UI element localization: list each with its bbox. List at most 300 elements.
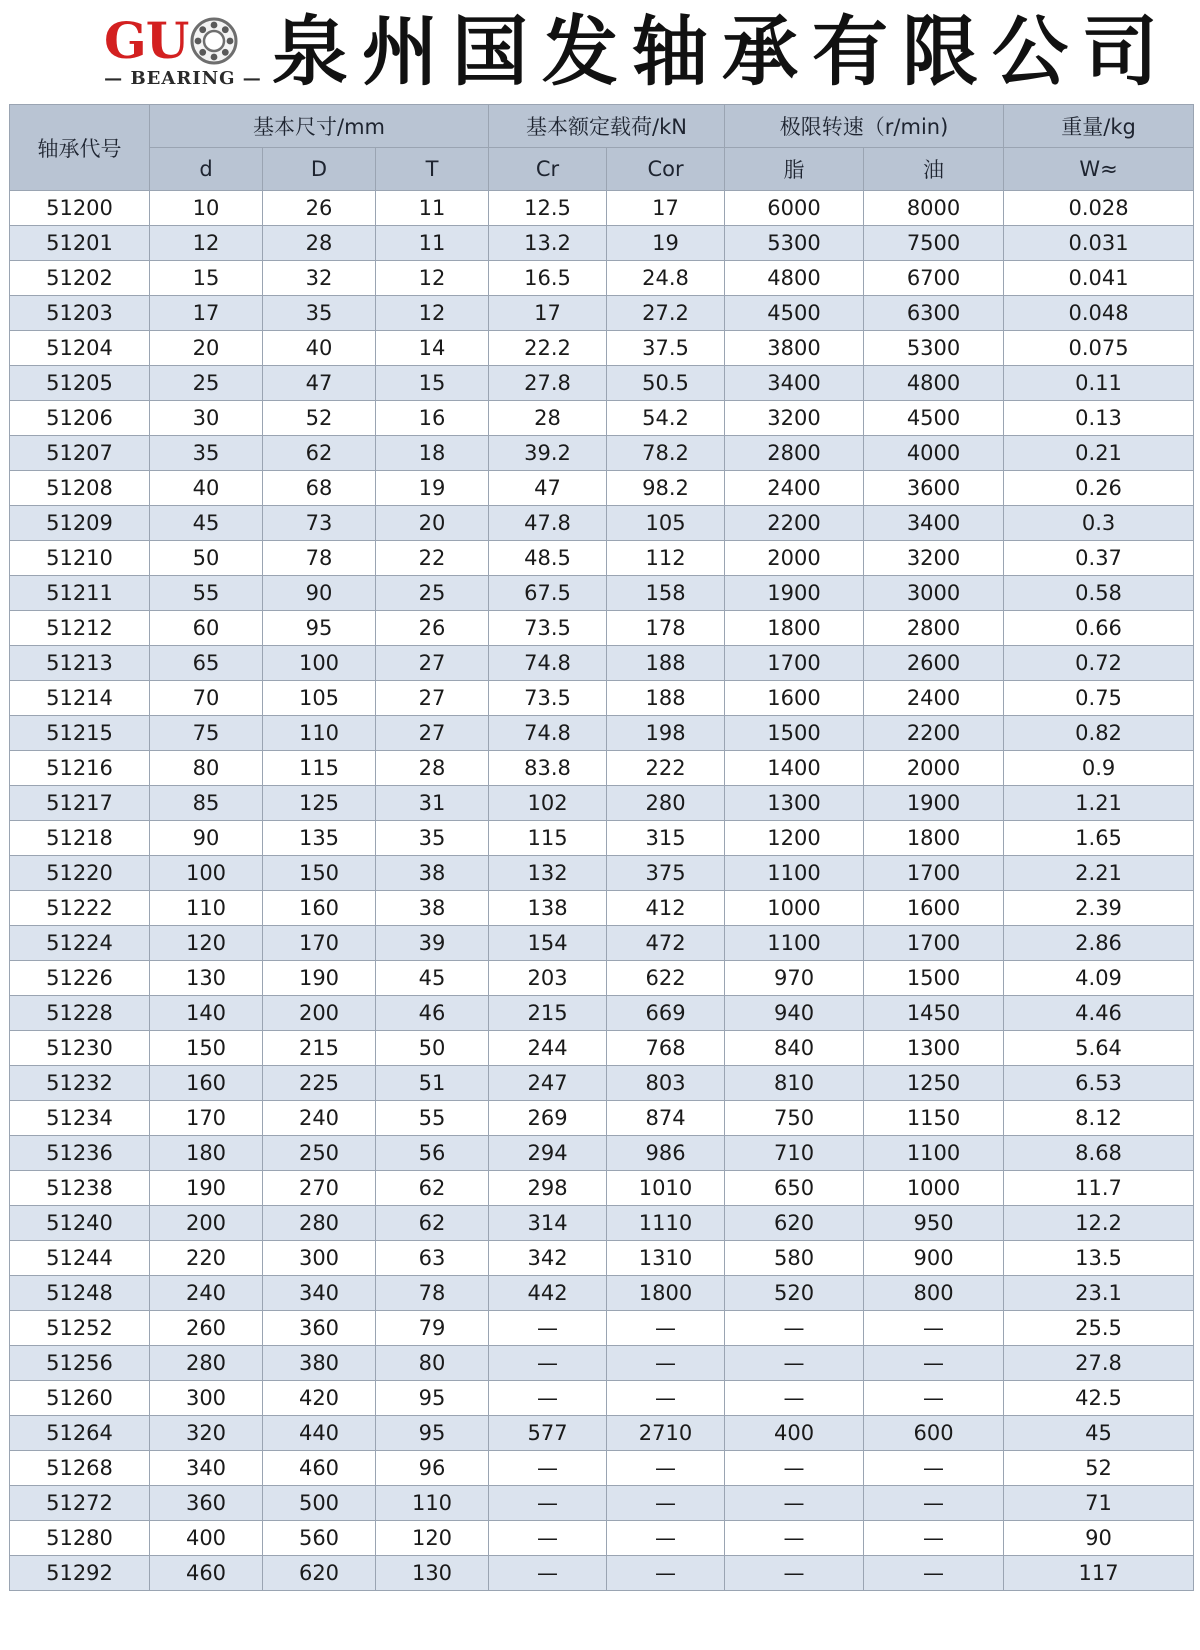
- table-row: [10, 1206, 1194, 1241]
- T-cell: 110: [376, 1486, 489, 1521]
- oil-speed-cell: 1100: [864, 1136, 1004, 1171]
- oil-speed-cell: 4800: [864, 366, 1004, 401]
- d-cell: 12: [150, 226, 263, 261]
- bearing-code-cell: 51226: [10, 961, 150, 996]
- grease-speed-cell: 840: [725, 1031, 864, 1066]
- grease-speed-cell: 3400: [725, 366, 864, 401]
- grease-speed-cell: —: [725, 1486, 864, 1521]
- table-row: [10, 1381, 1194, 1416]
- weight-cell: 0.82: [1004, 716, 1194, 751]
- weight-cell: 0.9: [1004, 751, 1194, 786]
- D-cell: 78: [263, 541, 376, 576]
- d-cell: 25: [150, 366, 263, 401]
- table-row: [10, 1521, 1194, 1556]
- bearing-spec-table: [9, 104, 1194, 1591]
- cor-cell: 1310: [607, 1241, 725, 1276]
- oil-speed-cell: —: [864, 1556, 1004, 1591]
- cor-cell: 54.2: [607, 401, 725, 436]
- bearing-icon: [190, 17, 238, 65]
- cor-cell: 188: [607, 681, 725, 716]
- d-cell: 140: [150, 996, 263, 1031]
- d-cell: 30: [150, 401, 263, 436]
- T-cell: 38: [376, 891, 489, 926]
- table-row: [10, 471, 1194, 506]
- T-cell: 20: [376, 506, 489, 541]
- oil-speed-cell: 1800: [864, 821, 1004, 856]
- weight-cell: 90: [1004, 1521, 1194, 1556]
- bearing-code-cell: 51207: [10, 436, 150, 471]
- d-cell: 15: [150, 261, 263, 296]
- bearing-code-cell: 51220: [10, 856, 150, 891]
- weight-cell: 1.65: [1004, 821, 1194, 856]
- cr-cell: 342: [489, 1241, 607, 1276]
- cr-cell: 13.2: [489, 226, 607, 261]
- weight-cell: 13.5: [1004, 1241, 1194, 1276]
- weight-cell: 11.7: [1004, 1171, 1194, 1206]
- D-cell: 28: [263, 226, 376, 261]
- subheader-cr: Cr: [489, 148, 607, 191]
- D-cell: 250: [263, 1136, 376, 1171]
- bearing-code-cell: 51211: [10, 576, 150, 611]
- T-cell: 55: [376, 1101, 489, 1136]
- cor-cell: 24.8: [607, 261, 725, 296]
- cor-cell: 1110: [607, 1206, 725, 1241]
- D-cell: 135: [263, 821, 376, 856]
- oil-speed-cell: 1450: [864, 996, 1004, 1031]
- T-cell: 28: [376, 751, 489, 786]
- cor-cell: 874: [607, 1101, 725, 1136]
- oil-speed-cell: 3000: [864, 576, 1004, 611]
- grease-speed-cell: 810: [725, 1066, 864, 1101]
- grease-speed-cell: 2800: [725, 436, 864, 471]
- grease-speed-cell: —: [725, 1381, 864, 1416]
- grease-speed-cell: 1200: [725, 821, 864, 856]
- T-cell: 25: [376, 576, 489, 611]
- D-cell: 240: [263, 1101, 376, 1136]
- oil-speed-cell: 1600: [864, 891, 1004, 926]
- cr-cell: 47: [489, 471, 607, 506]
- cor-cell: 375: [607, 856, 725, 891]
- weight-cell: 0.031: [1004, 226, 1194, 261]
- cr-cell: —: [489, 1381, 607, 1416]
- table-row: [10, 996, 1194, 1031]
- cor-cell: 1010: [607, 1171, 725, 1206]
- bearing-code-cell: 51208: [10, 471, 150, 506]
- T-cell: 46: [376, 996, 489, 1031]
- bearing-code-cell: 51268: [10, 1451, 150, 1486]
- grease-speed-cell: 1100: [725, 856, 864, 891]
- cr-cell: 314: [489, 1206, 607, 1241]
- table-row: [10, 541, 1194, 576]
- d-cell: 240: [150, 1276, 263, 1311]
- weight-cell: 2.86: [1004, 926, 1194, 961]
- weight-cell: 0.048: [1004, 296, 1194, 331]
- weight-cell: 12.2: [1004, 1206, 1194, 1241]
- bearing-code-cell: 51238: [10, 1171, 150, 1206]
- table-row: [10, 646, 1194, 681]
- cor-cell: —: [607, 1486, 725, 1521]
- header-bearing-code: 轴承代号: [10, 105, 150, 191]
- grease-speed-cell: 1700: [725, 646, 864, 681]
- D-cell: 125: [263, 786, 376, 821]
- D-cell: 560: [263, 1521, 376, 1556]
- d-cell: 75: [150, 716, 263, 751]
- d-cell: 320: [150, 1416, 263, 1451]
- bearing-code-cell: 51215: [10, 716, 150, 751]
- table-row: [10, 961, 1194, 996]
- grease-speed-cell: 1100: [725, 926, 864, 961]
- d-cell: 130: [150, 961, 263, 996]
- D-cell: 160: [263, 891, 376, 926]
- D-cell: 225: [263, 1066, 376, 1101]
- grease-speed-cell: 750: [725, 1101, 864, 1136]
- cr-cell: 154: [489, 926, 607, 961]
- grease-speed-cell: 970: [725, 961, 864, 996]
- bearing-code-cell: 51280: [10, 1521, 150, 1556]
- cor-cell: 37.5: [607, 331, 725, 366]
- bearing-code-cell: 51218: [10, 821, 150, 856]
- weight-cell: 27.8: [1004, 1346, 1194, 1381]
- cr-cell: 16.5: [489, 261, 607, 296]
- cr-cell: 74.8: [489, 716, 607, 751]
- grease-speed-cell: 3800: [725, 331, 864, 366]
- T-cell: 62: [376, 1171, 489, 1206]
- cr-cell: —: [489, 1346, 607, 1381]
- oil-speed-cell: 2000: [864, 751, 1004, 786]
- T-cell: 18: [376, 436, 489, 471]
- cor-cell: 105: [607, 506, 725, 541]
- T-cell: 27: [376, 646, 489, 681]
- T-cell: 26: [376, 611, 489, 646]
- oil-speed-cell: 4500: [864, 401, 1004, 436]
- d-cell: 400: [150, 1521, 263, 1556]
- D-cell: 47: [263, 366, 376, 401]
- T-cell: 31: [376, 786, 489, 821]
- table-row: [10, 891, 1194, 926]
- bearing-code-cell: 51200: [10, 191, 150, 226]
- grease-speed-cell: 3200: [725, 401, 864, 436]
- cor-cell: 188: [607, 646, 725, 681]
- cr-cell: 203: [489, 961, 607, 996]
- T-cell: 130: [376, 1556, 489, 1591]
- T-cell: 45: [376, 961, 489, 996]
- cr-cell: 12.5: [489, 191, 607, 226]
- table-row: [10, 1346, 1194, 1381]
- T-cell: 11: [376, 226, 489, 261]
- oil-speed-cell: 6700: [864, 261, 1004, 296]
- cr-cell: 22.2: [489, 331, 607, 366]
- bearing-code-cell: 51206: [10, 401, 150, 436]
- weight-cell: 0.11: [1004, 366, 1194, 401]
- cor-cell: —: [607, 1311, 725, 1346]
- cr-cell: 17: [489, 296, 607, 331]
- cor-cell: 622: [607, 961, 725, 996]
- bearing-code-cell: 51256: [10, 1346, 150, 1381]
- weight-cell: 23.1: [1004, 1276, 1194, 1311]
- logo-letters: GU: [104, 11, 189, 70]
- oil-speed-cell: 900: [864, 1241, 1004, 1276]
- table-row: [10, 926, 1194, 961]
- grease-speed-cell: 580: [725, 1241, 864, 1276]
- table-row: [10, 1031, 1194, 1066]
- d-cell: 300: [150, 1381, 263, 1416]
- cor-cell: 178: [607, 611, 725, 646]
- D-cell: 440: [263, 1416, 376, 1451]
- oil-speed-cell: 3600: [864, 471, 1004, 506]
- d-cell: 460: [150, 1556, 263, 1591]
- weight-cell: 0.26: [1004, 471, 1194, 506]
- table-row: [10, 226, 1194, 261]
- table-row: [10, 1486, 1194, 1521]
- subheader-T: T: [376, 148, 489, 191]
- D-cell: 190: [263, 961, 376, 996]
- bearing-code-cell: 51205: [10, 366, 150, 401]
- d-cell: 40: [150, 471, 263, 506]
- cor-cell: 412: [607, 891, 725, 926]
- D-cell: 115: [263, 751, 376, 786]
- weight-cell: 8.12: [1004, 1101, 1194, 1136]
- weight-cell: 2.39: [1004, 891, 1194, 926]
- oil-speed-cell: 2800: [864, 611, 1004, 646]
- oil-speed-cell: 1700: [864, 856, 1004, 891]
- d-cell: 220: [150, 1241, 263, 1276]
- weight-cell: 8.68: [1004, 1136, 1194, 1171]
- bearing-code-cell: 51234: [10, 1101, 150, 1136]
- grease-speed-cell: 520: [725, 1276, 864, 1311]
- D-cell: 420: [263, 1381, 376, 1416]
- T-cell: 16: [376, 401, 489, 436]
- table-row: [10, 1101, 1194, 1136]
- bearing-code-cell: 51203: [10, 296, 150, 331]
- D-cell: 280: [263, 1206, 376, 1241]
- weight-cell: 4.09: [1004, 961, 1194, 996]
- bearing-code-cell: 51216: [10, 751, 150, 786]
- cr-cell: —: [489, 1521, 607, 1556]
- weight-cell: 0.075: [1004, 331, 1194, 366]
- cor-cell: —: [607, 1346, 725, 1381]
- cor-cell: —: [607, 1556, 725, 1591]
- cr-cell: 39.2: [489, 436, 607, 471]
- bearing-code-cell: 51222: [10, 891, 150, 926]
- T-cell: 95: [376, 1381, 489, 1416]
- subheader-weight: W≈: [1004, 148, 1194, 191]
- subheader-grease: 脂: [725, 148, 864, 191]
- bearing-code-cell: 51228: [10, 996, 150, 1031]
- d-cell: 65: [150, 646, 263, 681]
- cr-cell: 244: [489, 1031, 607, 1066]
- cr-cell: 132: [489, 856, 607, 891]
- table-row: [10, 296, 1194, 331]
- d-cell: 150: [150, 1031, 263, 1066]
- D-cell: 26: [263, 191, 376, 226]
- grease-speed-cell: 400: [725, 1416, 864, 1451]
- table-row: [10, 751, 1194, 786]
- table-row: [10, 786, 1194, 821]
- cr-cell: 73.5: [489, 611, 607, 646]
- grease-speed-cell: 2000: [725, 541, 864, 576]
- d-cell: 17: [150, 296, 263, 331]
- D-cell: 90: [263, 576, 376, 611]
- cr-cell: 47.8: [489, 506, 607, 541]
- D-cell: 460: [263, 1451, 376, 1486]
- D-cell: 340: [263, 1276, 376, 1311]
- bearing-code-cell: 51292: [10, 1556, 150, 1591]
- bearing-code-cell: 51260: [10, 1381, 150, 1416]
- d-cell: 200: [150, 1206, 263, 1241]
- cor-cell: 158: [607, 576, 725, 611]
- bearing-code-cell: 51224: [10, 926, 150, 961]
- grease-speed-cell: 2400: [725, 471, 864, 506]
- oil-speed-cell: 2200: [864, 716, 1004, 751]
- oil-speed-cell: 1150: [864, 1101, 1004, 1136]
- cr-cell: 48.5: [489, 541, 607, 576]
- d-cell: 120: [150, 926, 263, 961]
- bearing-code-cell: 51204: [10, 331, 150, 366]
- weight-cell: 2.21: [1004, 856, 1194, 891]
- logo-mark: [104, 10, 238, 72]
- cr-cell: 73.5: [489, 681, 607, 716]
- D-cell: 52: [263, 401, 376, 436]
- d-cell: 80: [150, 751, 263, 786]
- T-cell: 62: [376, 1206, 489, 1241]
- cr-cell: 442: [489, 1276, 607, 1311]
- weight-cell: 0.21: [1004, 436, 1194, 471]
- table-row: [10, 611, 1194, 646]
- cr-cell: 215: [489, 996, 607, 1031]
- T-cell: 63: [376, 1241, 489, 1276]
- weight-cell: 5.64: [1004, 1031, 1194, 1066]
- grease-speed-cell: —: [725, 1311, 864, 1346]
- bearing-code-cell: 51213: [10, 646, 150, 681]
- weight-cell: 52: [1004, 1451, 1194, 1486]
- T-cell: 19: [376, 471, 489, 506]
- oil-speed-cell: 6300: [864, 296, 1004, 331]
- grease-speed-cell: 1000: [725, 891, 864, 926]
- grease-speed-cell: 6000: [725, 191, 864, 226]
- grease-speed-cell: —: [725, 1521, 864, 1556]
- bearing-code-cell: 51201: [10, 226, 150, 261]
- oil-speed-cell: 1700: [864, 926, 1004, 961]
- T-cell: 39: [376, 926, 489, 961]
- table-row: [10, 401, 1194, 436]
- d-cell: 55: [150, 576, 263, 611]
- cor-cell: 19: [607, 226, 725, 261]
- cor-cell: 768: [607, 1031, 725, 1066]
- D-cell: 270: [263, 1171, 376, 1206]
- table-body: [10, 191, 1194, 1591]
- cr-cell: 115: [489, 821, 607, 856]
- cr-cell: 577: [489, 1416, 607, 1451]
- cor-cell: 2710: [607, 1416, 725, 1451]
- weight-cell: 0.58: [1004, 576, 1194, 611]
- subheader-d: d: [150, 148, 263, 191]
- T-cell: 12: [376, 261, 489, 296]
- grease-speed-cell: 5300: [725, 226, 864, 261]
- oil-speed-cell: 600: [864, 1416, 1004, 1451]
- grease-speed-cell: 1300: [725, 786, 864, 821]
- D-cell: 62: [263, 436, 376, 471]
- header-dimensions: 基本尺寸/mm: [150, 105, 489, 148]
- table-row: [10, 1136, 1194, 1171]
- d-cell: 280: [150, 1346, 263, 1381]
- cr-cell: —: [489, 1451, 607, 1486]
- D-cell: 95: [263, 611, 376, 646]
- grease-speed-cell: 1800: [725, 611, 864, 646]
- bearing-code-cell: 51212: [10, 611, 150, 646]
- d-cell: 110: [150, 891, 263, 926]
- oil-speed-cell: —: [864, 1311, 1004, 1346]
- T-cell: 120: [376, 1521, 489, 1556]
- table-row: [10, 191, 1194, 226]
- bearing-code-cell: 51202: [10, 261, 150, 296]
- header-weight: 重量/kg: [1004, 105, 1194, 148]
- table-row: [10, 1451, 1194, 1486]
- table-row: [10, 1241, 1194, 1276]
- oil-speed-cell: 1000: [864, 1171, 1004, 1206]
- header-limit-speed: 极限转速（r/min): [725, 105, 1004, 148]
- T-cell: 15: [376, 366, 489, 401]
- table-row: [10, 331, 1194, 366]
- cr-cell: 102: [489, 786, 607, 821]
- cr-cell: 294: [489, 1136, 607, 1171]
- cor-cell: 986: [607, 1136, 725, 1171]
- d-cell: 90: [150, 821, 263, 856]
- oil-speed-cell: 3400: [864, 506, 1004, 541]
- grease-speed-cell: 620: [725, 1206, 864, 1241]
- T-cell: 56: [376, 1136, 489, 1171]
- oil-speed-cell: 7500: [864, 226, 1004, 261]
- T-cell: 27: [376, 681, 489, 716]
- table-row: [10, 1276, 1194, 1311]
- D-cell: 32: [263, 261, 376, 296]
- D-cell: 73: [263, 506, 376, 541]
- cor-cell: 78.2: [607, 436, 725, 471]
- table-row: [10, 1556, 1194, 1591]
- D-cell: 380: [263, 1346, 376, 1381]
- weight-cell: 117: [1004, 1556, 1194, 1591]
- D-cell: 68: [263, 471, 376, 506]
- table-row: [10, 1416, 1194, 1451]
- table-row: [10, 856, 1194, 891]
- D-cell: 100: [263, 646, 376, 681]
- D-cell: 200: [263, 996, 376, 1031]
- T-cell: 79: [376, 1311, 489, 1346]
- oil-speed-cell: —: [864, 1451, 1004, 1486]
- cor-cell: 222: [607, 751, 725, 786]
- table-row: [10, 1066, 1194, 1101]
- oil-speed-cell: 3200: [864, 541, 1004, 576]
- table-row: [10, 681, 1194, 716]
- cor-cell: —: [607, 1521, 725, 1556]
- d-cell: 180: [150, 1136, 263, 1171]
- header-load-rating: 基本额定载荷/kN: [489, 105, 725, 148]
- table-row: [10, 576, 1194, 611]
- d-cell: 340: [150, 1451, 263, 1486]
- d-cell: 85: [150, 786, 263, 821]
- grease-speed-cell: 650: [725, 1171, 864, 1206]
- d-cell: 45: [150, 506, 263, 541]
- grease-speed-cell: 1900: [725, 576, 864, 611]
- grease-speed-cell: 1600: [725, 681, 864, 716]
- D-cell: 170: [263, 926, 376, 961]
- oil-speed-cell: 8000: [864, 191, 1004, 226]
- oil-speed-cell: 2600: [864, 646, 1004, 681]
- d-cell: 50: [150, 541, 263, 576]
- table-row: [10, 1311, 1194, 1346]
- weight-cell: 0.37: [1004, 541, 1194, 576]
- oil-speed-cell: —: [864, 1521, 1004, 1556]
- cr-cell: 67.5: [489, 576, 607, 611]
